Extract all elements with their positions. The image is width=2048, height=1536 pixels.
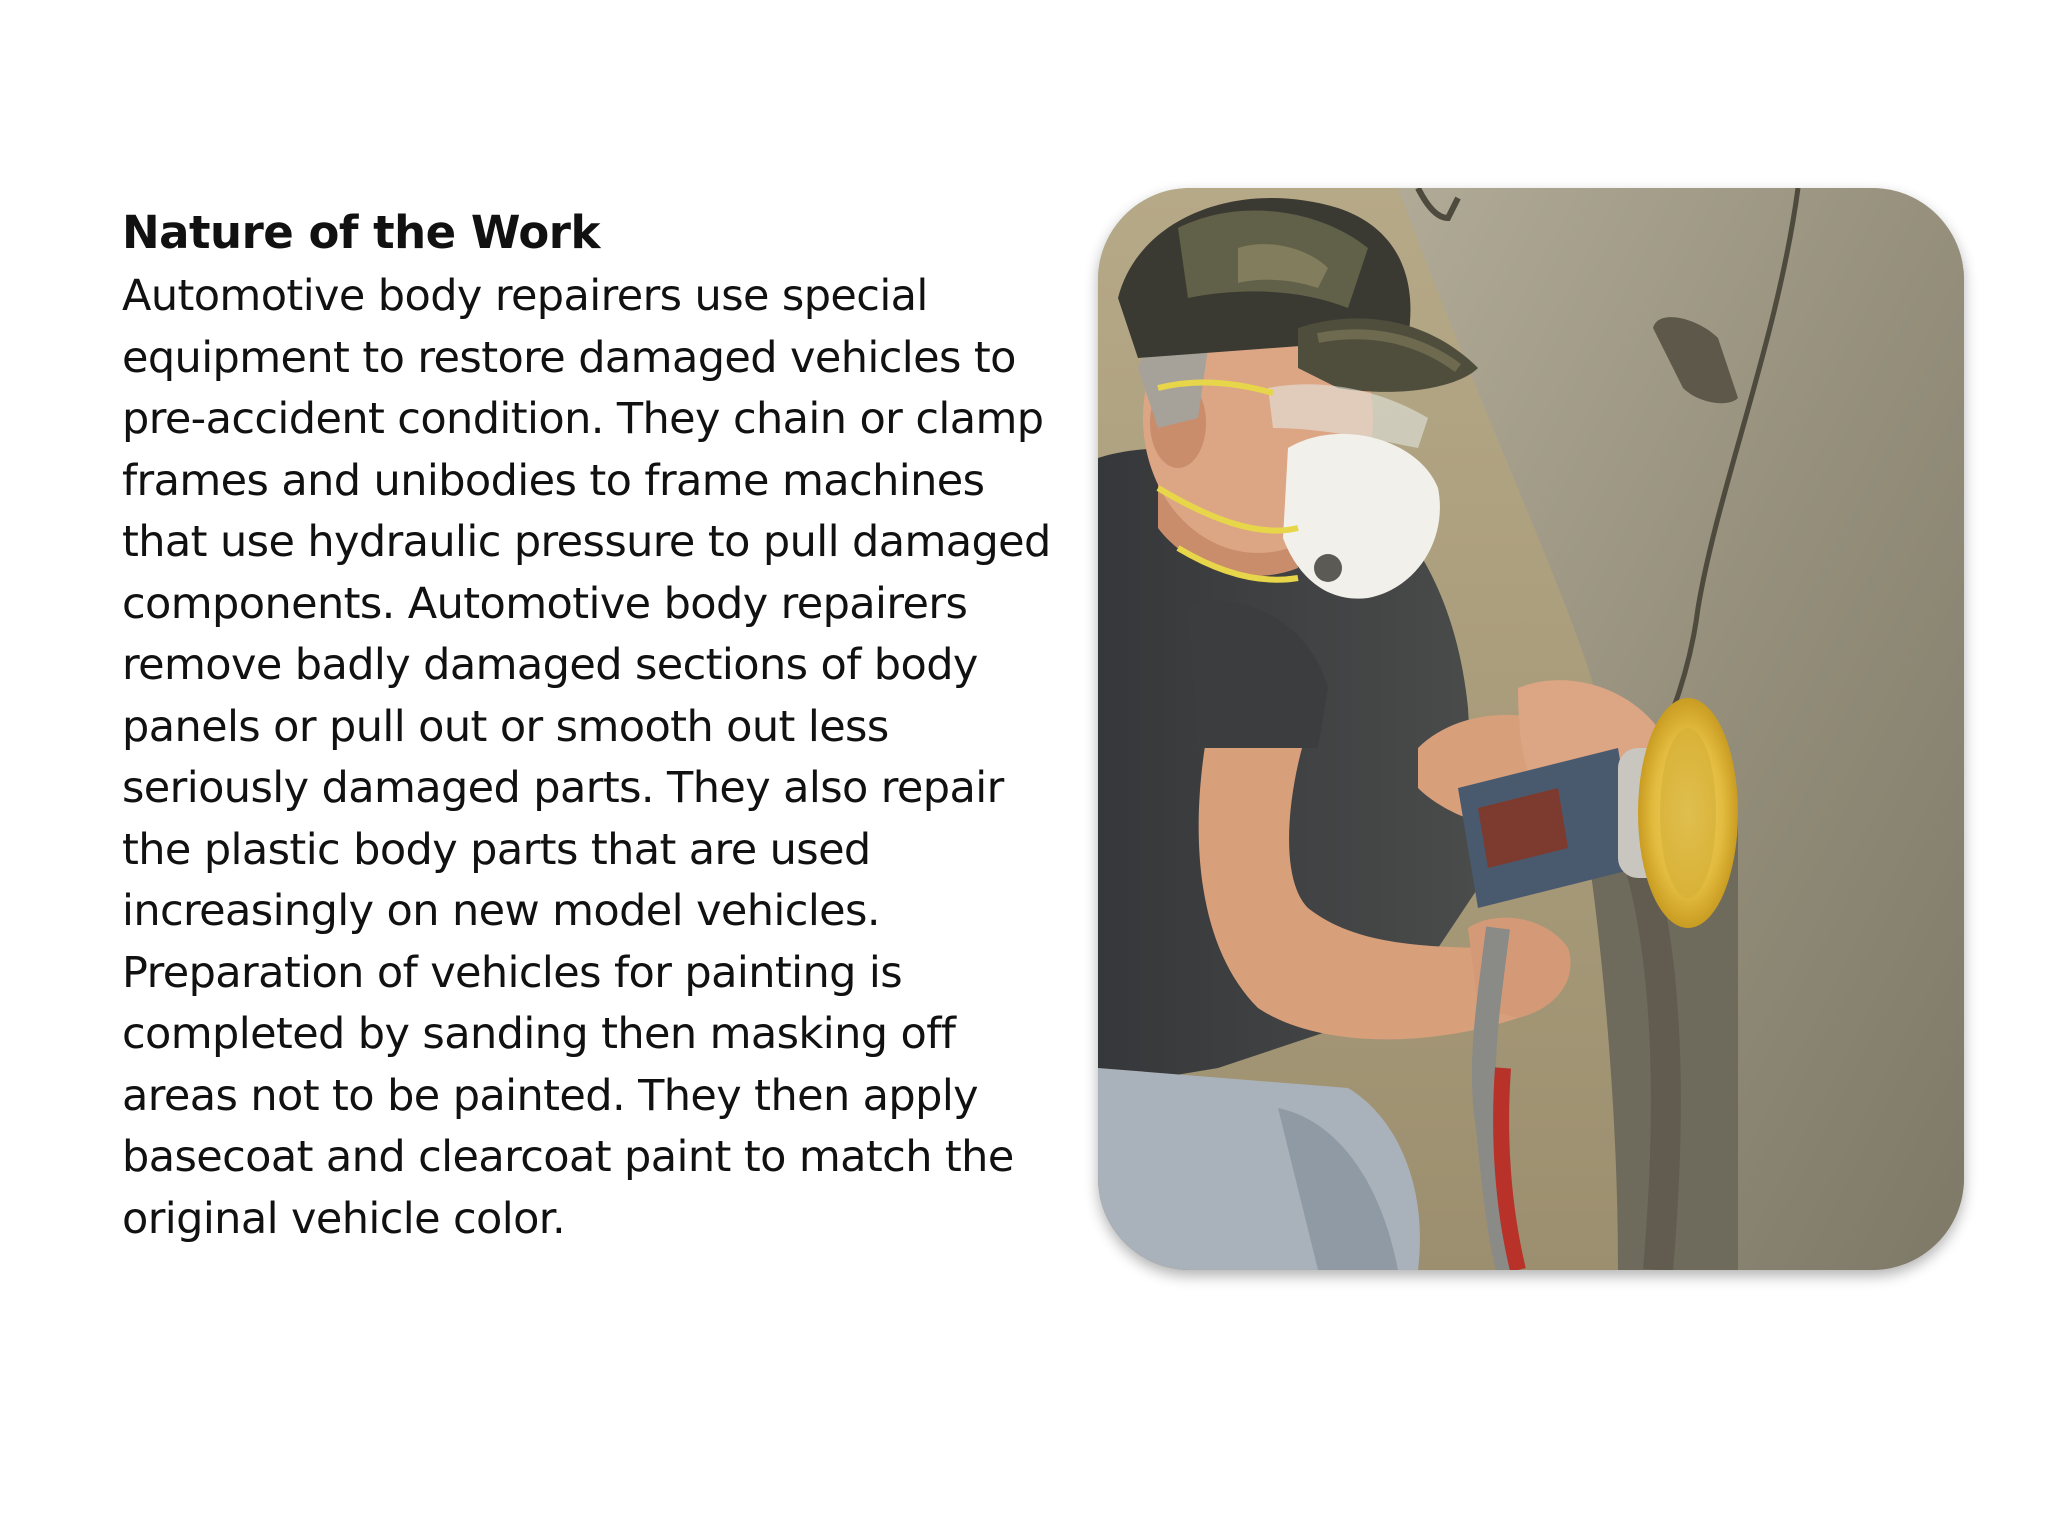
body-line: the plastic body parts that are used xyxy=(122,824,871,875)
body-line: completed by sanding then masking off xyxy=(122,1009,956,1059)
body-line: Preparation of vehicles for painting is xyxy=(122,947,903,998)
slide-heading: Nature of the Work xyxy=(122,206,600,259)
body-line: areas not to be painted. They then apply xyxy=(122,1070,979,1121)
body-line: increasingly on new model vehicles. xyxy=(122,886,880,936)
body-line: original vehicle color. xyxy=(122,1193,566,1244)
body-line: remove badly damaged sections of body xyxy=(122,640,978,690)
body-line: pre-accident condition. They chain or clamp xyxy=(122,394,1044,444)
body-line: frames and unibodies to frame machines xyxy=(122,455,985,506)
body-line: Automotive body repairers use special xyxy=(122,271,928,321)
text-block xyxy=(122,200,1052,1250)
body-line: seriously damaged parts. They also repair xyxy=(122,763,1004,813)
body-line: components. Automotive body repairers xyxy=(122,578,968,629)
photo-illustration xyxy=(1098,188,1964,1270)
body-line: basecoat and clearcoat paint to match the xyxy=(122,1132,1014,1182)
worker-sanding-car-photo xyxy=(1098,188,1964,1270)
body-line: equipment to restore damaged vehicles to xyxy=(122,332,1016,383)
body-line: panels or pull out or smooth out less xyxy=(122,701,889,752)
body-line: that use hydraulic pressure to pull damaged xyxy=(122,517,1051,567)
